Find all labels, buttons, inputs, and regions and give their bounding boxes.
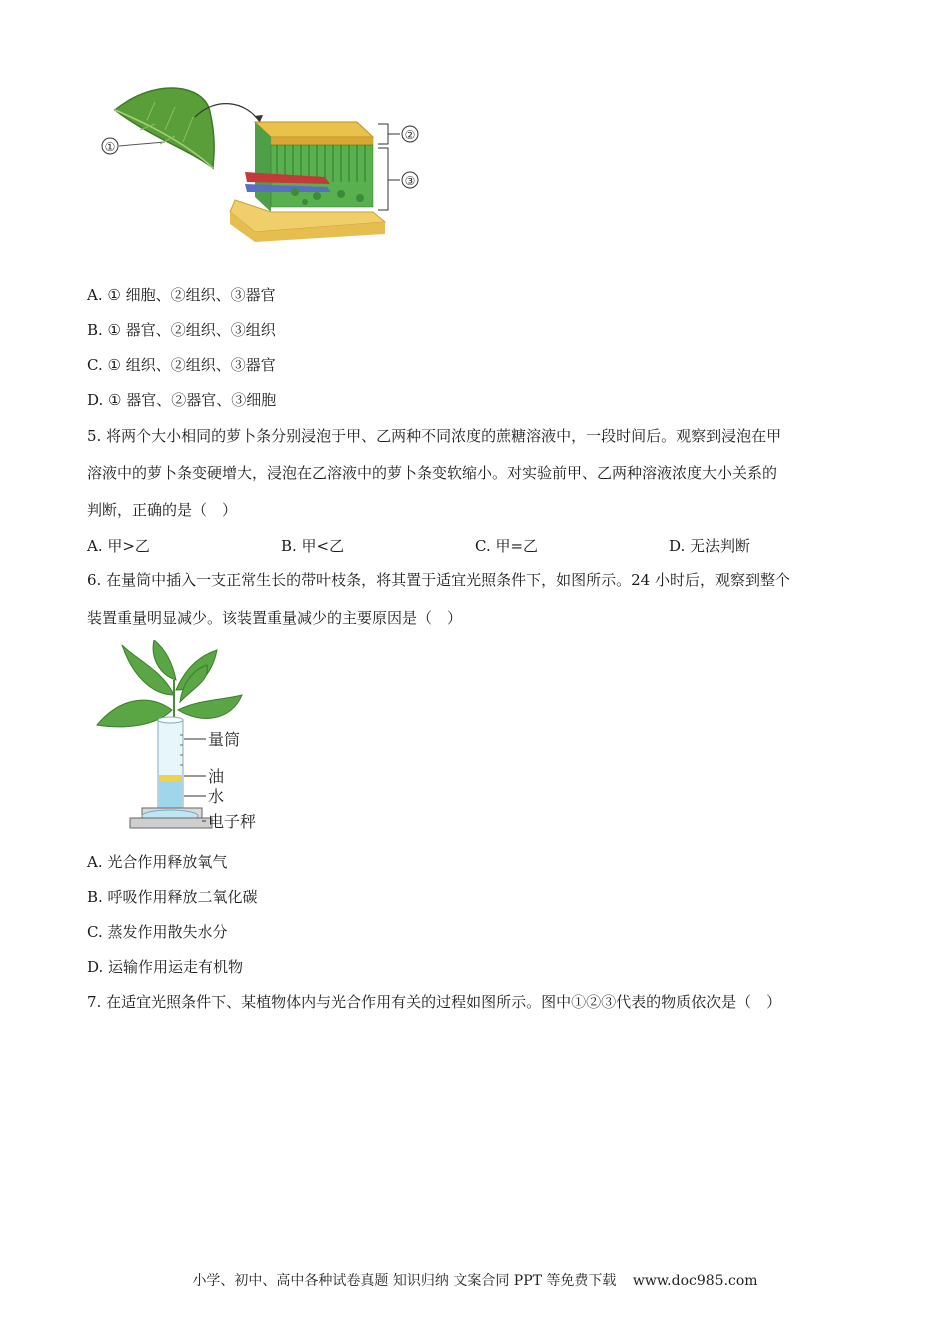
q6-stem-line-2: 装置重量明显减少。该装置重量减少的主要原因是（ ） xyxy=(87,609,463,627)
q4-option-c: C. ① 组织、②组织、③器官 xyxy=(87,356,276,374)
q5-option-c: C. 甲=乙 xyxy=(475,537,539,555)
q5-option-d: D. 无法判断 xyxy=(669,537,751,555)
balance-label: 电子秤 xyxy=(208,814,257,831)
q7-stem-line-1: 7. 在适宜光照条件下、某植物体内与光合作用有关的过程如图所示。图中①②③代表的物质依次是（ ） xyxy=(87,993,782,1011)
q5-options-row xyxy=(87,535,867,555)
q5-stem-line-1: 5. 将两个大小相同的萝卜条分别浸泡于甲、乙两种不同浓度的蔗糖溶液中，一段时间后。观察到浸泡在甲 xyxy=(87,427,782,445)
q6-option-a: A. 光合作用释放氧气 xyxy=(87,853,228,871)
figure-label-1: ① xyxy=(104,140,116,154)
q5-option-b: B. 甲<乙 xyxy=(281,537,345,555)
figure-label-2: ② xyxy=(404,128,416,142)
q6-option-c: C. 蒸发作用散失水分 xyxy=(87,923,228,941)
q6-option-d: D. 运输作用运走有机物 xyxy=(87,958,244,976)
cylinder-balance-figure xyxy=(92,640,292,835)
footer-url[interactable]: www.doc985.com xyxy=(632,1273,758,1289)
water-label: 水 xyxy=(208,789,225,806)
q5-stem-line-2: 溶液中的萝卜条变硬增大，浸泡在乙溶液中的萝卜条变软缩小。对实验前甲、乙两种溶液浓度大小关系的 xyxy=(87,464,778,482)
q4-option-d: D. ① 器官、②器官、③细胞 xyxy=(87,391,277,409)
q6-option-b: B. 呼吸作用释放二氧化碳 xyxy=(87,888,258,906)
footer-text: 小学、初中、高中各种试卷真题 知识归纳 文案合同 PPT 等免费下载 xyxy=(192,1273,617,1289)
page-footer xyxy=(0,1270,950,1290)
oil-label: 油 xyxy=(208,769,225,786)
figure-label-3: ③ xyxy=(404,174,416,188)
q4-option-b: B. ① 器官、②组织、③组织 xyxy=(87,321,276,339)
leaf-structure-figure xyxy=(95,82,435,257)
q6-stem-line-1: 6. 在量筒中插入一支正常生长的带叶枝条，将其置于适宜光照条件下，如图所示。24 小时后，观察到整个 xyxy=(87,571,790,589)
cylinder-label: 量筒 xyxy=(208,732,241,749)
q4-option-a: A. ① 细胞、②组织、③器官 xyxy=(87,286,276,304)
q5-option-a: A. 甲>乙 xyxy=(87,537,150,555)
q5-stem-line-3: 判断，正确的是（ ） xyxy=(87,501,238,519)
